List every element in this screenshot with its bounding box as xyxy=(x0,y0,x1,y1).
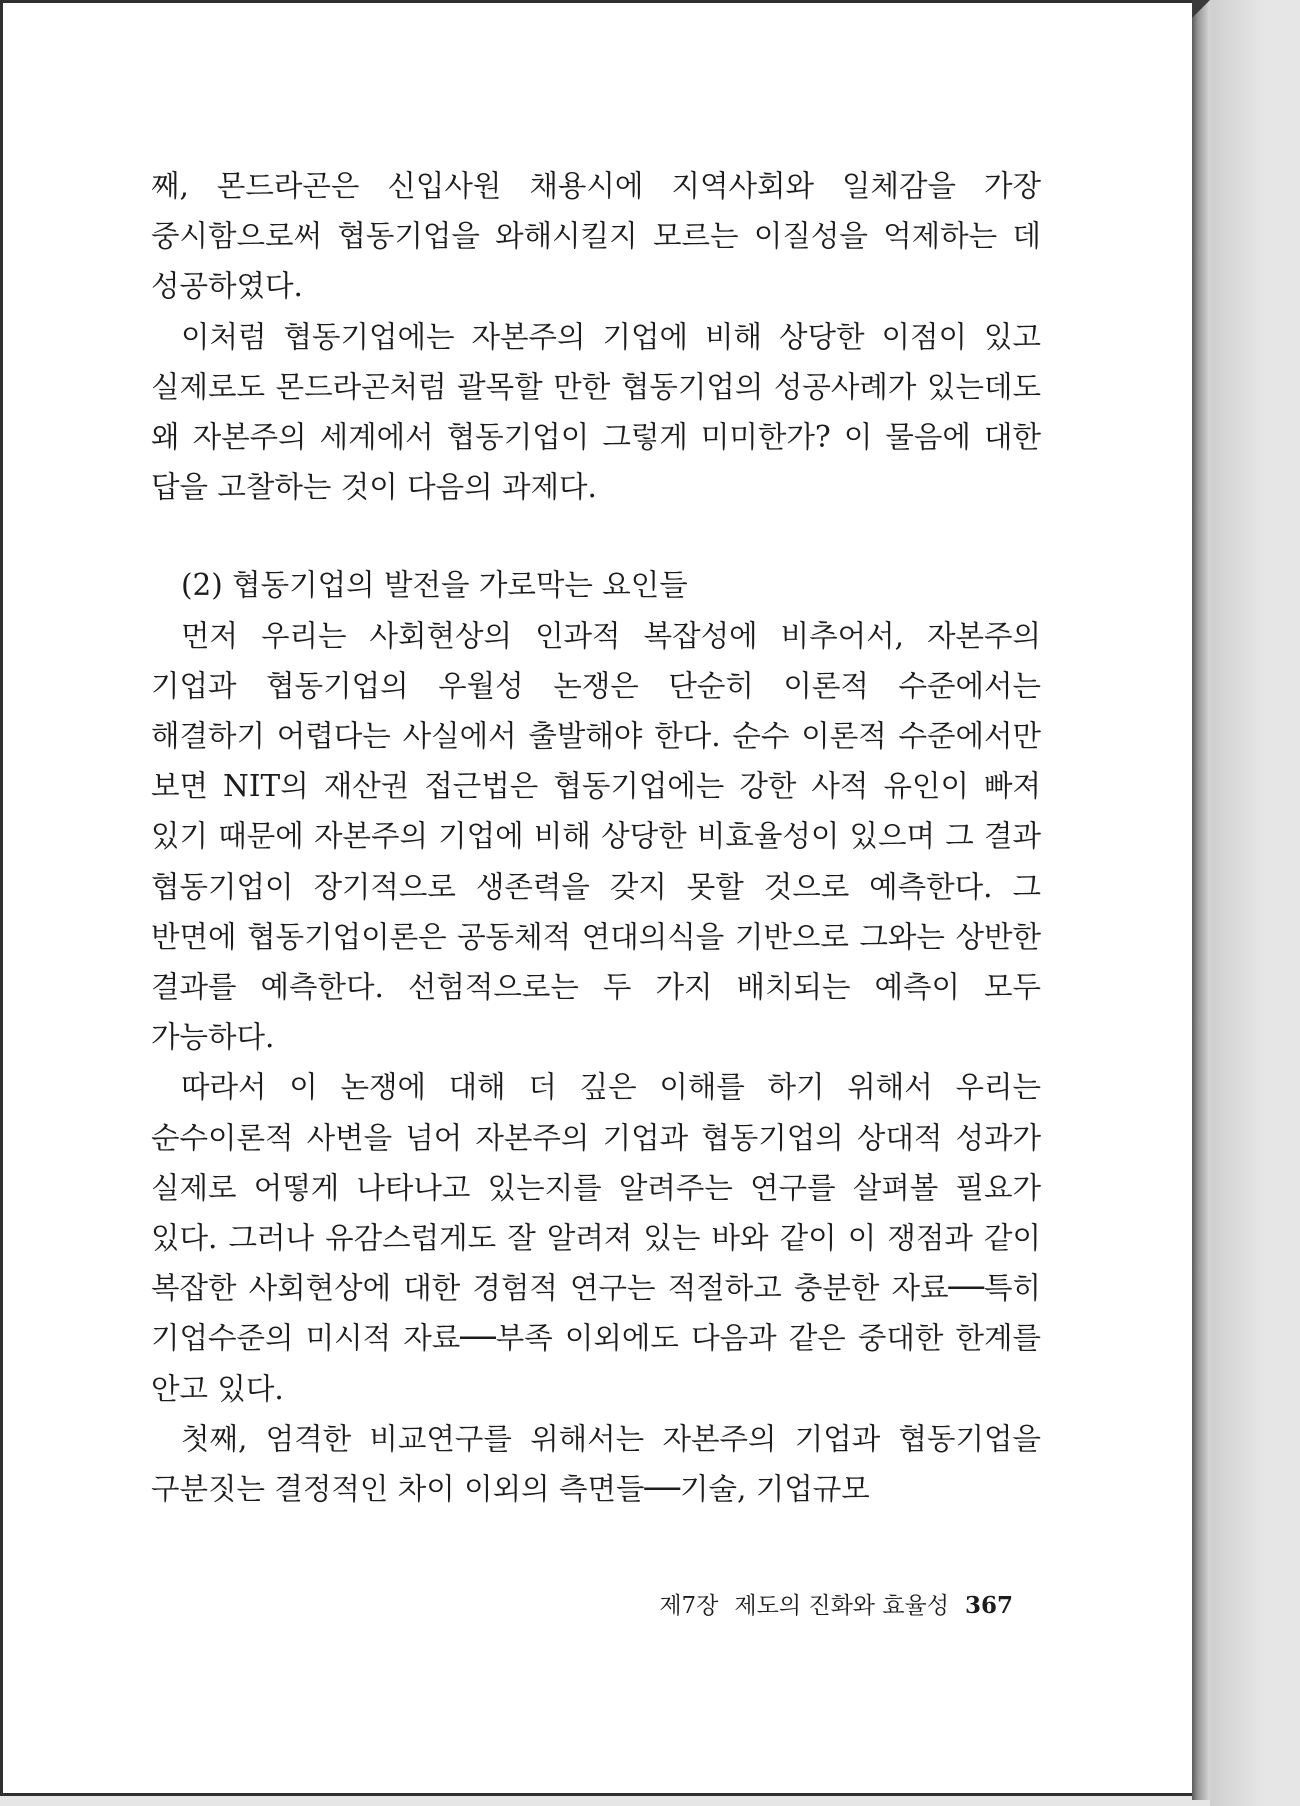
footer-chapter: 제7장 xyxy=(659,1593,719,1619)
footer-title: 제도의 진화와 효율성 xyxy=(734,1593,949,1619)
paragraph-1: 째, 몬드라곤은 신입사원 채용시에 지역사회와 일체감을 가장 중시함으로써 협동기업을 와해시킬지 모르는 이질성을 억제하는 데 성공하였다. xyxy=(151,169,1041,304)
page-body xyxy=(151,161,1041,1514)
section-heading: (2) 협동기업의 발전을 가로막는 요인들 xyxy=(181,568,688,603)
paragraph-2: 이처럼 협동기업에는 자본주의 기업에 비해 상당한 이점이 있고 실제로도 몬드라곤처럼 괄목할 만한 협동기업의 성공사례가 있는데도 왜 자본주의 세계에서 협동기업이 그렇게 미미한가? 이 물음에 대한 답을 고찰하는 것이 다음의 과제다. xyxy=(151,319,1041,505)
paragraph-5: 첫째, 엄격한 비교연구를 위해서는 자본주의 기업과 협동기업을 구분짓는 결정적인 차이 이외의 측면들──기술, 기업규모 xyxy=(151,1421,1041,1507)
paragraph-4: 따라서 이 논쟁에 대해 더 깊은 이해를 하기 위해서 우리는 순수이론적 사변을 넘어 자본주의 기업과 협동기업의 상대적 성과가 실제로 어떻게 나타나고 있는지를 알려주는 연구를 살펴볼 필요가 있다. 그러나 유감스럽게도 잘 알려져 있는 바와 같이 이 쟁점과 같이 복잡한 사회현상에 대한 경험적 연구는 적절하고 충분한 자료──특히 기업수준의 미시적 자료──부족 이외에도 다음과 같은 중대한 한계를 안고 있다. xyxy=(151,1070,1041,1406)
page-shadow xyxy=(1210,0,1300,1806)
page-footer xyxy=(3,1587,1013,1620)
page-number: 367 xyxy=(964,1592,1013,1619)
page-edge xyxy=(1192,0,1210,1800)
paragraph-3: 먼저 우리는 사회현상의 인과적 복잡성에 비추어서, 자본주의 기업과 협동기업의 우월성 논쟁은 단순히 이론적 수준에서는 해결하기 어렵다는 사실에서 출발해야 한다. 순수 이론적 수준에서만 보면 NIT의 재산권 접근법은 협동기업에는 강한 사적 유인이 빠져 있기 때문에 자본주의 기업에 비해 상당한 비효율성이 있으며 그 결과 협동기업이 장기적으로 생존력을 갖지 못할 것으로 예측한다. 그 반면에 협동기업이론은 공동체적 연대의식을 기반으로 그와는 상반한 결과를 예측한다. 선험적으로는 두 가지 배치되는 예측이 모두 가능하다. xyxy=(151,618,1041,1055)
page-corner xyxy=(1192,0,1210,18)
